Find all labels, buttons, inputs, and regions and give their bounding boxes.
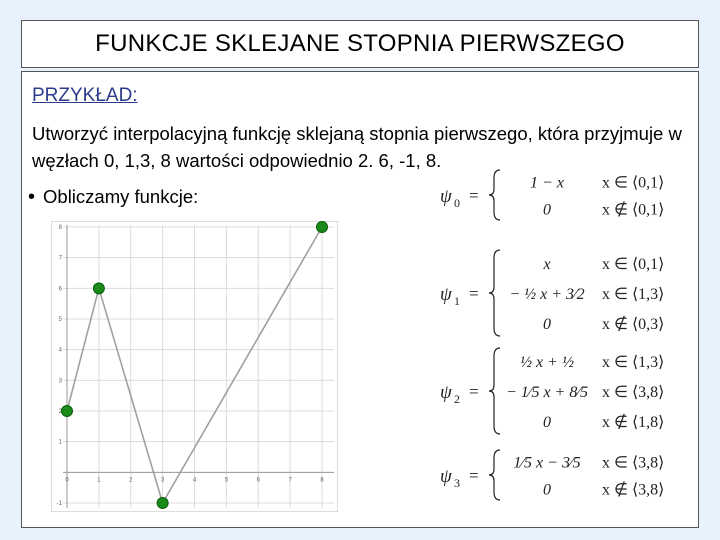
case-condition: x ∈ ⟨1,3⟩ — [602, 286, 665, 303]
brace — [489, 250, 500, 336]
psi-name: ψ — [440, 284, 452, 305]
case-condition: x ∉ ⟨0,3⟩ — [602, 316, 665, 333]
psi-name: ψ — [440, 382, 452, 403]
y-tick-label: 7 — [58, 255, 62, 262]
content-box — [21, 71, 699, 528]
example-label: PRZYKŁAD: — [32, 85, 138, 106]
psi-subscript: 0 — [454, 196, 460, 210]
psi-subscript: 3 — [454, 476, 460, 490]
case-expression: 1⁄5 x − 3⁄5 — [513, 454, 581, 472]
spline-chart — [51, 221, 338, 512]
formula-psi3 — [440, 450, 664, 500]
case-expression: − ½ x + 3⁄2 — [509, 286, 585, 303]
x-tick-label: 5 — [224, 477, 229, 484]
case-expression: 0 — [543, 481, 551, 499]
psi-name: ψ — [440, 466, 452, 487]
y-tick-label: 8 — [58, 225, 62, 231]
equals-sign: = — [469, 466, 479, 485]
slide-title: FUNKCJE SKLEJANE STOPNIA PIERWSZEGO — [95, 30, 625, 57]
case-condition: x ∈ ⟨0,1⟩ — [602, 174, 665, 192]
case-expression: ½ x + ½ — [520, 354, 574, 371]
x-tick-label: 2 — [129, 477, 133, 484]
case-expression: 1 − x — [530, 174, 564, 192]
y-tick-label: 5 — [58, 317, 62, 323]
x-tick-label: 7 — [288, 477, 292, 484]
formula-psi2 — [440, 348, 664, 434]
case-expression: − 1⁄5 x + 8⁄5 — [505, 384, 589, 401]
node-point — [317, 222, 328, 233]
bullet-text: Obliczamy funkcje: — [43, 186, 199, 207]
y-tick-label: 2 — [58, 409, 62, 415]
case-condition: x ∉ ⟨1,8⟩ — [602, 414, 665, 431]
case-expression: 0 — [543, 316, 551, 333]
brace — [489, 170, 500, 220]
case-condition: x ∉ ⟨0,1⟩ — [602, 201, 665, 219]
case-condition: x ∈ ⟨3,8⟩ — [602, 384, 665, 401]
x-tick-label: 4 — [192, 477, 197, 484]
brace — [489, 450, 500, 500]
x-tick-label: 3 — [160, 477, 165, 484]
bullet-icon: • — [28, 186, 36, 208]
psi-subscript: 2 — [454, 392, 460, 406]
equals-sign: = — [469, 382, 479, 401]
node-point — [157, 498, 168, 509]
equals-sign: = — [469, 186, 479, 205]
case-condition: x ∉ ⟨3,8⟩ — [602, 481, 665, 499]
case-condition: x ∈ ⟨0,1⟩ — [602, 256, 665, 273]
case-expression: 0 — [543, 201, 551, 219]
y-tick-label: 6 — [58, 286, 62, 293]
title-box — [21, 20, 699, 68]
case-condition: x ∈ ⟨1,3⟩ — [602, 354, 665, 371]
formula-panel — [422, 168, 682, 508]
case-expression: x — [543, 256, 551, 273]
node-point — [93, 283, 104, 294]
brace — [489, 348, 500, 434]
y-tick-label: 1 — [58, 439, 62, 446]
psi-name: ψ — [440, 186, 452, 207]
x-tick-label: 6 — [256, 477, 260, 484]
x-tick-label: 0 — [65, 477, 69, 484]
y-tick-label: 3 — [58, 378, 62, 385]
bullet-item — [28, 186, 198, 209]
equals-sign: = — [469, 284, 479, 303]
x-tick-label: 8 — [320, 477, 324, 484]
y-tick-label: 4 — [58, 347, 62, 354]
formula-psi1 — [440, 250, 664, 336]
formula-psi0 — [440, 170, 664, 220]
psi-subscript: 1 — [454, 294, 460, 308]
x-tick-label: 1 — [97, 477, 101, 484]
y-tick-label: -1 — [56, 501, 62, 507]
case-expression: 0 — [543, 414, 551, 431]
case-condition: x ∈ ⟨3,8⟩ — [602, 454, 665, 472]
node-point — [62, 406, 73, 417]
task-text: Utworzyć interpolacyjną funkcję sklejaną stopnia pierwszego, która przyjmuje w węzłach 0, 1,3, 8 wartości odpowiednio 2. 6, -1, 8. — [32, 123, 682, 171]
